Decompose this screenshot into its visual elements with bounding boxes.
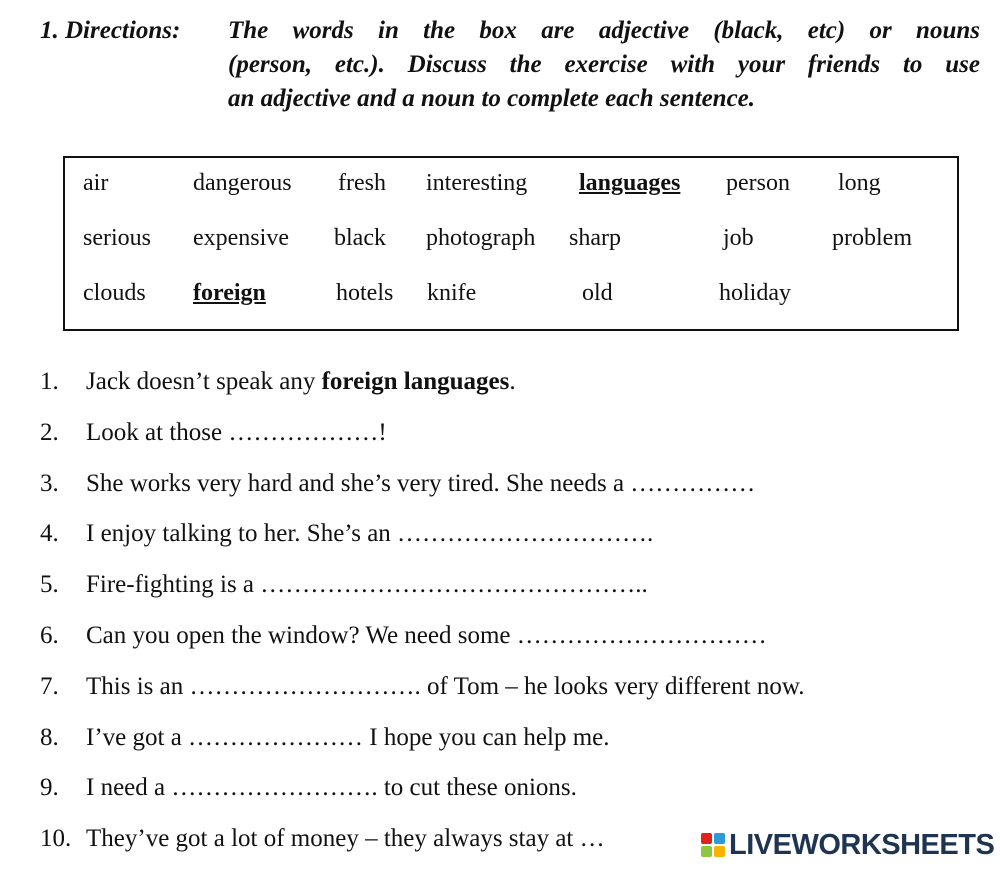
sentence-text: She works very hard and she’s very tired. She needs a ……………	[86, 469, 756, 497]
sentence-item	[40, 720, 970, 771]
sentence-number: 7.	[40, 672, 59, 700]
directions-number-label: 1. Directions:	[40, 17, 181, 44]
directions-text-line-1: The words in the box are adjective (black, etc) or nouns	[228, 17, 980, 44]
sentence-text: This is an ………………………. of Tom – he looks very different now.	[86, 672, 805, 700]
sentence-number: 4.	[40, 520, 59, 548]
word-person: person	[726, 170, 790, 196]
logo-mark-tile	[701, 846, 712, 857]
liveworksheets-wordmark: LIVEWORKSHEETS	[729, 828, 995, 861]
word-clouds: clouds	[83, 280, 146, 306]
sentence-item	[40, 770, 970, 821]
sentence-number: 3.	[40, 469, 59, 497]
directions-heading	[40, 14, 980, 116]
sentence-item	[40, 669, 970, 720]
liveworksheets-logo	[697, 826, 994, 864]
word-job: job	[723, 225, 754, 251]
sentence-number: 5.	[40, 571, 59, 599]
sentence-number: 1.	[40, 368, 59, 395]
word-knife: knife	[427, 280, 477, 306]
word-serious: serious	[83, 225, 151, 251]
sentence-text: Fire-fighting is a ………………………………………..	[86, 571, 648, 599]
word-photograph: photograph	[426, 225, 536, 251]
word-interesting: interesting	[426, 170, 528, 196]
sentence-number: 6.	[40, 621, 59, 649]
sentence-text-after: .	[509, 368, 516, 395]
directions-line-1	[40, 14, 980, 48]
sentence-text: Can you open the window? We need some …………………………	[86, 621, 767, 649]
sentence-item	[40, 567, 970, 618]
word-dangerous: dangerous	[193, 170, 292, 196]
word-foreign: foreign	[193, 280, 266, 306]
sentence-text: They’ve got a lot of money – they always stay at …	[86, 825, 605, 853]
sentence-number: 8.	[40, 723, 59, 751]
logo-mark-tile	[714, 833, 725, 844]
word-holiday: holiday	[719, 280, 791, 306]
sentence-list	[40, 364, 970, 872]
sentence-text: Look at those ………………!	[86, 418, 387, 446]
sentence-item	[40, 618, 970, 669]
liveworksheets-mark-icon	[701, 833, 725, 857]
sentence-item	[40, 364, 970, 415]
word-long: long	[838, 170, 881, 196]
word-sharp: sharp	[569, 225, 621, 251]
logo-mark-tile	[701, 833, 712, 844]
sentence-number: 9.	[40, 774, 59, 802]
sentence-number: 10.	[40, 825, 72, 853]
word-black: black	[334, 225, 386, 251]
sentence-item	[40, 516, 970, 567]
word-expensive: expensive	[193, 225, 289, 251]
sentence-answer: foreign languages	[321, 368, 510, 395]
word-air: air	[83, 170, 109, 196]
directions-text-line-2: (person, etc.). Discuss the exercise with your friends to use	[228, 51, 980, 78]
word-box	[63, 156, 959, 331]
sentence-item	[40, 415, 970, 466]
word-hotels: hotels	[336, 280, 394, 306]
word-old: old	[582, 280, 613, 306]
sentence-text-before: Jack doesn’t speak any	[86, 368, 322, 395]
sentence-text: I enjoy talking to her. She’s an ………………………….	[86, 520, 654, 548]
sentence-number: 2.	[40, 418, 59, 446]
directions-text-line-3: an adjective and a noun to complete each sentence.	[228, 85, 756, 112]
sentence-text	[86, 364, 516, 415]
word-languages: languages	[579, 170, 681, 196]
word-fresh: fresh	[338, 170, 386, 196]
logo-mark-tile	[714, 846, 725, 857]
sentence-item	[40, 466, 970, 517]
word-problem: problem	[832, 225, 912, 251]
sentence-text: I’ve got a ………………… I hope you can help me.	[86, 723, 610, 751]
sentence-text: I need a ……………………. to cut these onions.	[86, 774, 577, 802]
